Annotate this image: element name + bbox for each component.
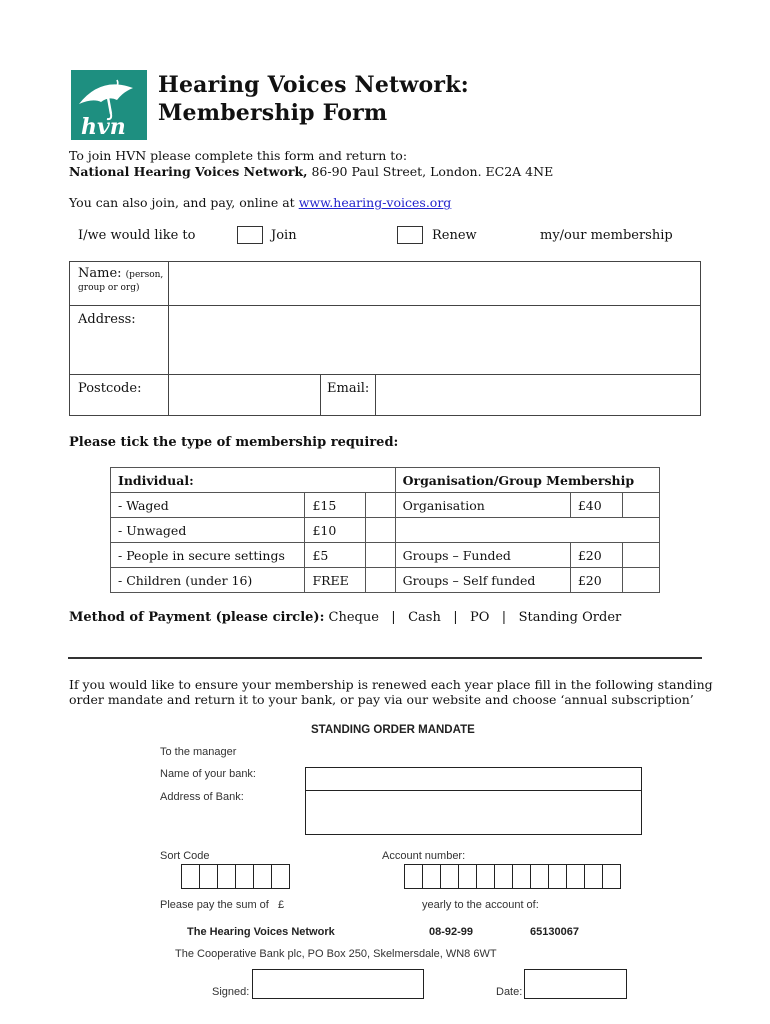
org-price: £40 [570, 493, 623, 518]
digit-box[interactable] [458, 864, 477, 889]
digit-box[interactable] [476, 864, 495, 889]
title-line-2: Membership Form [158, 100, 388, 126]
tick-cell[interactable] [623, 543, 660, 568]
payee-bank-address: The Cooperative Bank plc, PO Box 250, Skelmersdale, WN8 6WT [175, 948, 497, 960]
digit-box[interactable] [512, 864, 531, 889]
org-type: Organisation [395, 493, 570, 518]
digit-box[interactable] [199, 864, 218, 889]
renew-checkbox[interactable] [397, 226, 423, 244]
individual-price: £15 [305, 493, 366, 518]
return-address-org: National Hearing Voices Network, [69, 164, 308, 179]
payee-account-number: 65130067 [530, 926, 579, 938]
individual-type: - Children (under 16) [111, 568, 305, 593]
table-row [111, 493, 660, 518]
intro-line: To join HVN please complete this form and return to: [69, 148, 408, 163]
individual-type: - People in secure settings [111, 543, 305, 568]
individual-type: - Unwaged [111, 518, 305, 543]
digit-box[interactable] [584, 864, 603, 889]
name-label-text: Name: [78, 266, 122, 281]
details-divider [168, 261, 169, 416]
digit-box[interactable] [530, 864, 549, 889]
online-prefix: You can also join, and pay, online at [69, 195, 299, 210]
table-row [111, 568, 660, 593]
title-line-1: Hearing Voices Network: [158, 72, 469, 98]
individual-type: - Waged [111, 493, 305, 518]
date-field[interactable] [524, 969, 627, 999]
individual-header: Individual: [111, 468, 396, 493]
website-link[interactable]: www.hearing-voices.org [298, 195, 452, 210]
page-title [158, 71, 469, 127]
return-address-street: 86-90 Paul Street, London. EC2A 4NE [307, 164, 554, 179]
org-type: Groups – Funded [395, 543, 570, 568]
bank-name-label: Name of your bank: [160, 768, 256, 780]
individual-price: FREE [305, 568, 366, 593]
table-row [111, 543, 660, 568]
name-hint: (person, [125, 270, 164, 280]
mandate-title: STANDING ORDER MANDATE [311, 724, 475, 736]
postcode-field[interactable] [170, 376, 319, 415]
date-label: Date: [496, 986, 523, 998]
join-label: Join [271, 228, 297, 243]
digit-box[interactable] [404, 864, 423, 889]
individual-price: £10 [305, 518, 366, 543]
standing-intro-2: order mandate and return it to your bank, or pay via our website and choose ‘annual subscription’ [69, 692, 694, 707]
tick-cell[interactable] [623, 493, 660, 518]
name-field[interactable] [170, 263, 699, 304]
bank-name-field[interactable] [305, 767, 642, 791]
payment-label: Method of Payment (please circle): [69, 610, 325, 625]
digit-box[interactable] [440, 864, 459, 889]
org-price: £20 [570, 568, 623, 593]
pay-sum-label: Please pay the sum of £ [160, 899, 285, 911]
sort-code-boxes[interactable] [181, 864, 289, 889]
email-field[interactable] [377, 376, 699, 415]
tick-cell[interactable] [623, 568, 660, 593]
account-number-label: Account number: [382, 850, 466, 862]
svg-text:hvn: hvn [81, 114, 126, 140]
name-label [78, 266, 163, 281]
digit-box[interactable] [548, 864, 567, 889]
details-divider [375, 374, 376, 416]
digit-box[interactable] [217, 864, 236, 889]
email-label: Email: [327, 381, 370, 396]
join-checkbox[interactable] [237, 226, 263, 244]
choice-prefix: I/we would like to [78, 228, 196, 243]
choice-suffix: my/our membership [540, 228, 673, 243]
signature-field[interactable] [252, 969, 424, 999]
org-price: £20 [570, 543, 623, 568]
bank-address-label: Address of Bank: [160, 791, 244, 803]
digit-box[interactable] [422, 864, 441, 889]
address-field[interactable] [170, 307, 699, 373]
digit-box[interactable] [235, 864, 254, 889]
digit-box[interactable] [494, 864, 513, 889]
yearly-label: yearly to the account of: [422, 899, 539, 911]
to-manager: To the manager [160, 746, 237, 758]
standing-intro-1: If you would like to ensure your membership is renewed each year place fill in the following standing [69, 677, 713, 692]
digit-box[interactable] [253, 864, 272, 889]
membership-table [110, 467, 660, 593]
payment-options[interactable]: Cheque | Cash | PO | Standing Order [324, 610, 622, 625]
bank-address-field[interactable] [305, 790, 642, 835]
table-header-row [111, 468, 660, 493]
tick-cell[interactable] [366, 518, 395, 543]
payment-method [69, 610, 621, 625]
digit-box[interactable] [181, 864, 200, 889]
section-divider [68, 657, 702, 659]
signed-label: Signed: [212, 986, 250, 998]
digit-box[interactable] [566, 864, 585, 889]
online-line [69, 195, 451, 210]
umbrella-icon [71, 70, 147, 140]
digit-box[interactable] [271, 864, 290, 889]
name-hint-2: group or org) [78, 283, 140, 293]
details-row-line [69, 305, 701, 306]
hvn-logo [71, 70, 147, 140]
individual-price: £5 [305, 543, 366, 568]
membership-heading: Please tick the type of membership required: [69, 435, 399, 450]
tick-cell[interactable] [366, 543, 395, 568]
tick-cell[interactable] [366, 568, 395, 593]
payee-sort-code: 08-92-99 [429, 926, 474, 938]
org-header: Organisation/Group Membership [395, 468, 659, 493]
digit-box[interactable] [602, 864, 621, 889]
table-row [111, 518, 660, 543]
payee-name: The Hearing Voices Network [187, 926, 335, 938]
tick-cell[interactable] [366, 493, 395, 518]
account-number-boxes[interactable] [404, 864, 620, 889]
details-row-line [69, 374, 701, 375]
renew-label: Renew [432, 228, 477, 243]
address-label: Address: [78, 312, 136, 327]
return-address [69, 164, 553, 179]
org-empty-cell [395, 518, 659, 543]
sort-code-label: Sort Code [160, 850, 210, 862]
details-divider [320, 374, 321, 416]
postcode-label: Postcode: [78, 381, 142, 396]
org-type: Groups – Self funded [395, 568, 570, 593]
